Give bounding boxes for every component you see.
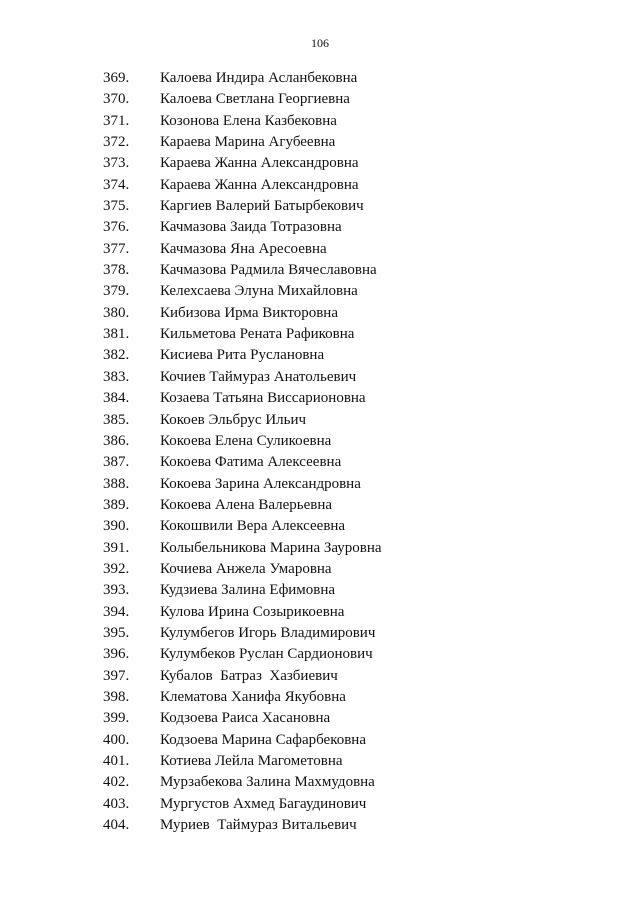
person-name: Кисиева Рита Руслановна (160, 347, 325, 364)
person-name: Козонова Елена Казбековна (160, 112, 337, 129)
item-number: 383. (103, 368, 130, 385)
item-number: 399. (103, 710, 130, 727)
list-item (103, 324, 382, 345)
list-item (103, 239, 382, 260)
item-number: 382. (103, 347, 130, 364)
person-name: Караева Жанна Александровна (160, 176, 359, 193)
person-name: Кочиева Анжела Умаровна (160, 560, 332, 577)
item-number: 398. (103, 688, 130, 705)
person-name: Келехсаева Элуна Михайловна (160, 283, 358, 300)
person-name: Кильметова Рената Рафиковна (160, 326, 355, 343)
person-name: Мургустов Ахмед Багаудинович (160, 795, 367, 812)
person-name: Кибизова Ирма Викторовна (160, 304, 338, 321)
item-number: 402. (103, 774, 130, 791)
item-number: 380. (103, 304, 130, 321)
list-item (103, 751, 382, 772)
person-name: Кокоев Эльбрус Ильич (160, 411, 307, 428)
list-item (103, 708, 382, 729)
person-name: Клематова Ханифа Якубовна (160, 688, 346, 705)
list-item (103, 580, 382, 601)
person-name: Кулумбегов Игорь Владимирович (160, 624, 376, 641)
item-number: 373. (103, 155, 130, 172)
item-number: 401. (103, 753, 130, 769)
item-number: 395. (103, 624, 130, 641)
person-name: Муриев Таймураз Витальевич (160, 817, 357, 834)
list-item (103, 730, 382, 751)
person-name: Кодзоева Марина Сафарбековна (160, 731, 366, 748)
list-item (103, 89, 382, 110)
item-number: 386. (103, 432, 130, 449)
list-item (103, 644, 382, 665)
item-number: 389. (103, 496, 130, 513)
list-item (103, 388, 382, 409)
list-item (103, 68, 382, 89)
list-item (103, 281, 382, 302)
person-name: Каргиев Валерий Батырбекович (160, 198, 364, 215)
list-item (103, 367, 382, 388)
person-name: Караева Марина Агубеевна (160, 134, 336, 151)
item-number: 376. (103, 219, 130, 236)
item-number: 385. (103, 411, 130, 428)
person-name: Кубалов Батраз Хазбиевич (160, 667, 338, 684)
list-item (103, 196, 382, 217)
person-name: Кулова Ирина Созырикоевна (160, 603, 345, 620)
item-number: 391. (103, 539, 130, 556)
item-number: 403. (103, 795, 130, 812)
item-number: 377. (103, 240, 130, 257)
person-name: Караева Жанна Александровна (160, 155, 359, 172)
list-item (103, 175, 382, 196)
list-item (103, 772, 382, 793)
person-name: Кулумбеков Руслан Сардионович (160, 646, 373, 663)
item-number: 388. (103, 475, 130, 492)
item-number: 378. (103, 262, 130, 279)
list-item (103, 623, 382, 644)
list-item (103, 794, 382, 815)
list-item (103, 260, 382, 281)
page-number: 106 (311, 36, 329, 50)
list-item (103, 602, 382, 623)
list-item (103, 815, 382, 836)
item-number: 394. (103, 603, 130, 620)
list-item (103, 345, 382, 366)
list-item (103, 559, 382, 580)
list-item (103, 538, 382, 559)
item-number: 381. (103, 326, 130, 343)
item-number: 387. (103, 454, 130, 471)
list-item (103, 452, 382, 473)
item-number: 397. (103, 667, 130, 684)
person-name: Мурзабекова Залина Махмудовна (160, 774, 375, 791)
person-name: Качмазова Яна Аресоевна (160, 240, 327, 257)
person-name: Колыбельникова Марина Зауровна (160, 539, 382, 556)
list-item (103, 516, 382, 537)
person-name: Кокоева Елена Суликоевна (160, 432, 332, 449)
item-number: 393. (103, 582, 130, 599)
list-item (103, 303, 382, 324)
person-name: Кокоева Зарина Александровна (160, 475, 361, 492)
person-name: Кочиев Таймураз Анатольевич (160, 368, 357, 385)
list-item (103, 217, 382, 238)
list-item (103, 687, 382, 708)
list-item (103, 111, 382, 132)
item-number: 384. (103, 390, 130, 407)
name-list (103, 68, 382, 836)
person-name: Кодзоева Раиса Хасановна (160, 710, 331, 727)
item-number: 392. (103, 560, 130, 577)
person-name: Кудзиева Залина Ефимовна (160, 582, 336, 599)
item-number: 375. (103, 198, 130, 215)
list-item (103, 410, 382, 431)
item-number: 369. (103, 70, 130, 86)
person-name: Кокоева Фатима Алексеевна (160, 454, 342, 471)
person-name: Козаева Татьяна Виссарионовна (160, 390, 366, 407)
list-item (103, 153, 382, 174)
person-name: Калоева Светлана Георгиевна (160, 91, 350, 108)
item-number: 374. (103, 176, 130, 193)
person-name: Кокоева Алена Валерьевна (160, 496, 333, 513)
item-number: 371. (103, 112, 130, 129)
list-item (103, 431, 382, 452)
list-item (103, 666, 382, 687)
person-name: Качмазова Заида Тотразовна (160, 219, 342, 236)
person-name: Калоева Индира Асланбековна (160, 70, 358, 86)
list-item (103, 474, 382, 495)
person-name: Кокошвили Вера Алексеевна (160, 518, 346, 535)
list-item (103, 495, 382, 516)
item-number: 370. (103, 91, 130, 108)
item-number: 379. (103, 283, 130, 300)
list-item (103, 132, 382, 153)
person-name: Качмазова Радмила Вячеславовна (160, 262, 377, 279)
person-name: Котиева Лейла Магометовна (160, 753, 343, 769)
item-number: 396. (103, 646, 130, 663)
item-number: 404. (103, 817, 130, 834)
item-number: 390. (103, 518, 130, 535)
item-number: 372. (103, 134, 130, 151)
item-number: 400. (103, 731, 130, 748)
